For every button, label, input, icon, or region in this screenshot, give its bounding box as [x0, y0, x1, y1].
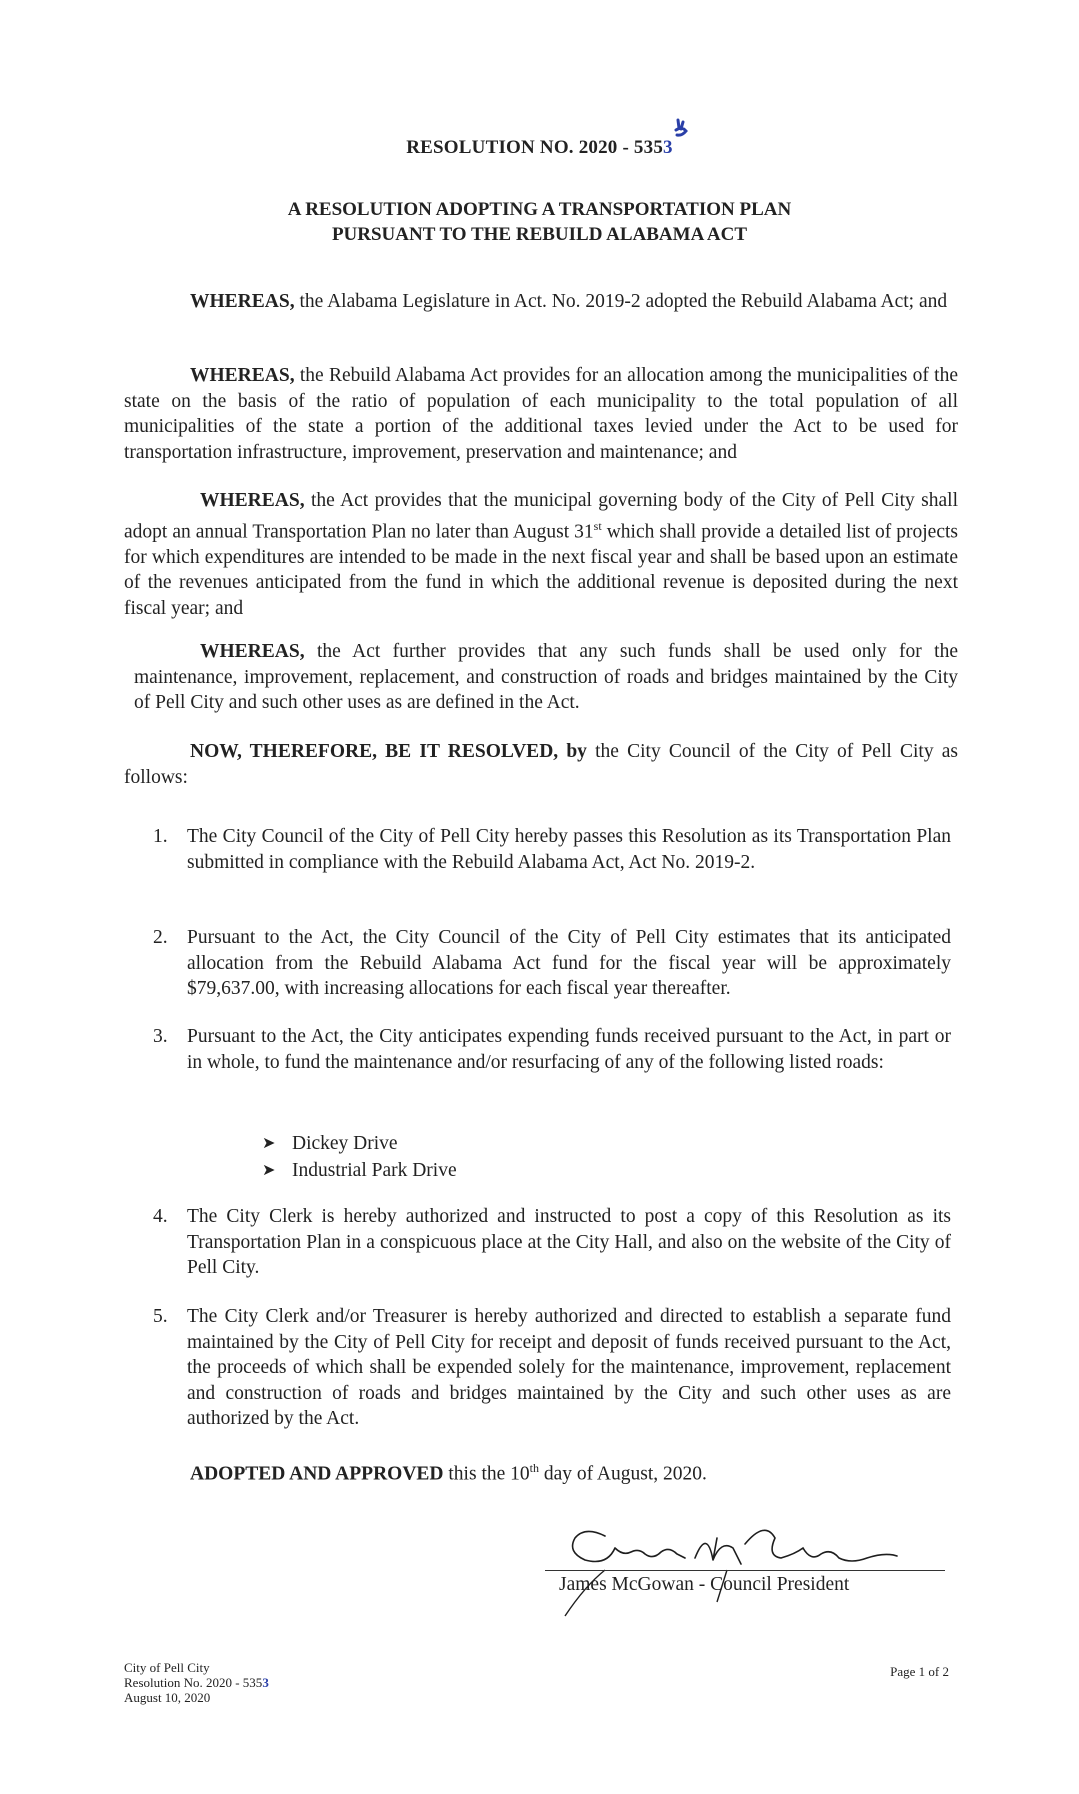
page-number: Page 1 of 2	[890, 1664, 949, 1679]
whereas-paragraph-2	[124, 363, 958, 465]
road-name: Industrial Park Drive	[292, 1160, 457, 1181]
item-text: The City Clerk and/or Treasurer is hereby authorized and directed to establish a separate fund maintained by the City of Pell City for receipt and deposit of funds received pursuant to the Act, the proceeds of which shall be expended solely for the maintenance, improvement, replacement and construction of roads and bridges maintained by the City and such other uses as are authorized by the Act.	[187, 1306, 951, 1429]
whereas-lead: WHEREAS,	[190, 291, 295, 312]
title-line-1: A RESOLUTION ADOPTING A TRANSPORTATION PLAN	[287, 199, 792, 220]
item-number: 5.	[153, 1306, 168, 1327]
whereas-paragraph-1	[124, 289, 958, 315]
whereas-text: the Alabama Legislature in Act. No. 2019-2 adopted the Rebuild Alabama Act; and	[294, 291, 948, 312]
item-text: Pursuant to the Act, the City Council of the City of Pell City estimates that its anticipated allocation from the Rebuild Alabama Act fund for the fiscal year will be approximately $79,637.00, with increasing allocations for each fiscal year thereafter.	[187, 927, 951, 999]
whereas-lead: WHEREAS,	[200, 641, 305, 662]
road-item	[262, 1130, 457, 1157]
resolution-number-text: RESOLUTION NO. 2020 - 535	[406, 137, 664, 158]
footer-handwritten-mark: 3	[262, 1675, 269, 1690]
item-text: The City Council of the City of Pell City hereby passes this Resolution as its Transportation Plan submitted in compliance with the Rebuild Alabama Act, Act No. 2019-2.	[187, 826, 951, 873]
signature-caption: James McGowan - Council President	[559, 1574, 850, 1595]
road-item	[262, 1157, 457, 1184]
item-number: 2.	[153, 927, 168, 948]
footer-resolution-text: Resolution No. 2020 - 535	[124, 1675, 263, 1690]
resolution-number	[0, 137, 1079, 159]
whereas-paragraph-4	[134, 639, 958, 716]
roads-list	[262, 1130, 457, 1184]
footer-city: City of Pell City	[124, 1660, 210, 1675]
superscript: th	[529, 1461, 539, 1475]
superscript: st	[593, 518, 602, 533]
item-number: 4.	[153, 1206, 168, 1227]
whereas-paragraph-3	[124, 488, 958, 621]
item-number: 3.	[153, 1026, 168, 1047]
handwritten-ink-mark	[672, 118, 690, 140]
signature-line	[545, 1570, 945, 1571]
resolved-lead: NOW, THEREFORE, BE IT RESOLVED, by	[190, 741, 587, 762]
item-number: 1.	[153, 826, 168, 847]
handwritten-signature	[545, 1508, 965, 1618]
footer-date: August 10, 2020	[124, 1690, 211, 1705]
whereas-text: the Act provides that the municipal governing body of the City of Pell City shall adopt an annual Transportation Plan no later than August 31	[124, 490, 958, 542]
handwritten-number-mark: 3	[663, 137, 673, 158]
road-name: Dickey Drive	[292, 1133, 398, 1154]
whereas-text: the Rebuild Alabama Act provides for an allocation among the municipalities of the state on the basis of the ratio of population of each municipality to the total population of all municipalities of the state a portion of the additional taxes levied under the Act to be used for transportation infrastructure, improvement, preservation and maintenance; and	[124, 365, 958, 463]
footer-left	[124, 1660, 269, 1705]
whereas-text-cont: which shall provide a detailed list of projects for which expenditures are intended to be made in the next fiscal year and shall be based upon an estimate of the revenues anticipated from the fund in which the additional revenue is deposited during the next fiscal year; and	[124, 521, 958, 619]
item-text: The City Clerk is hereby authorized and instructed to post a copy of this Resolution as its Transportation Plan in a conspicuous place at the City Hall, and also on the website of the City of Pell City.	[187, 1206, 951, 1278]
resolved-text: the City Council of the City of Pell City as follows:	[124, 741, 959, 788]
arrow-bullet-icon: ➤	[262, 1162, 276, 1179]
adopted-text-cont: day of August, 2020.	[538, 1463, 707, 1485]
resolved-paragraph	[124, 739, 958, 790]
whereas-lead: WHEREAS,	[190, 365, 295, 386]
footer-resolution-number	[124, 1675, 269, 1690]
item-text: Pursuant to the Act, the City anticipates expending funds received pursuant to the Act, in part or in whole, to fund the maintenance and/or resurfacing of any of the following listed roads:	[187, 1026, 951, 1073]
adopted-lead: ADOPTED AND APPROVED	[190, 1463, 444, 1485]
arrow-bullet-icon: ➤	[262, 1135, 276, 1152]
whereas-lead: WHEREAS,	[200, 490, 305, 511]
resolution-title	[0, 197, 1079, 247]
signature-block	[545, 1508, 965, 1628]
title-line-2: PURSUANT TO THE REBUILD ALABAMA ACT	[331, 224, 748, 245]
adopted-paragraph	[124, 1456, 958, 1487]
whereas-text: the Act further provides that any such funds shall be used only for the maintenance, improvement, replacement, and construction of roads and bridges maintained by the City of Pell City and such other uses as are defined in the Act.	[134, 641, 958, 713]
adopted-text: this the 10	[443, 1463, 530, 1485]
